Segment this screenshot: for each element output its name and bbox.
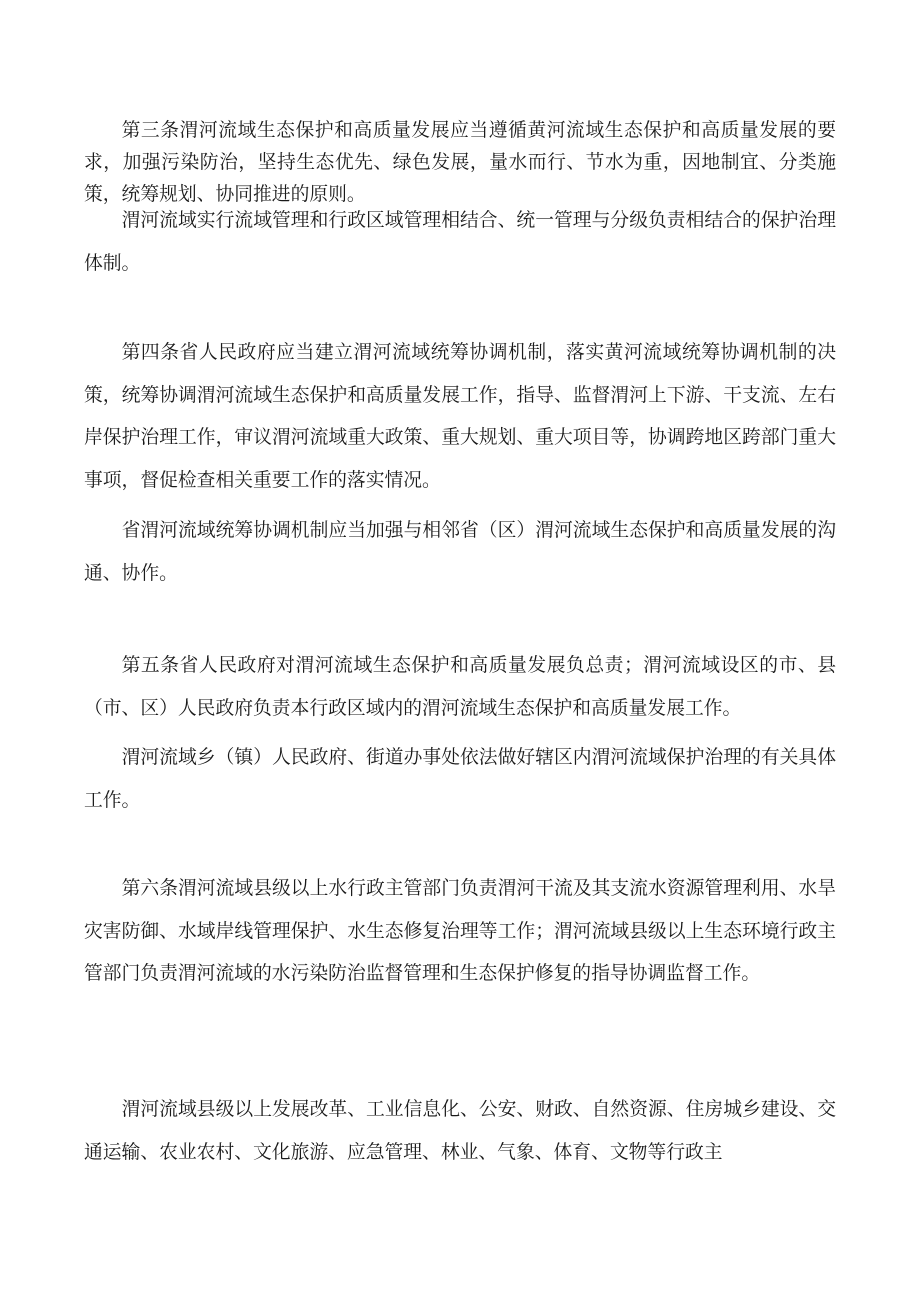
paragraph-township: 渭河流域乡（镇）人民政府、街道办事处依法做好辖区内渭河流域保护治理的有关具体工作。 xyxy=(84,747,836,811)
paragraph-article-4: 第四条省人民政府应当建立渭河流域统筹协调机制，落实黄河流域统筹协调机制的决策，统筹协调渭河流域生态保护和高质量发展工作，指导、监督渭河上下游、干支流、左右岸保护治理工作，审议渭河流域重大政策、重大规划、重大项目等，协调跨地区跨部门重大事项，督促检查相关重要工作的落实情况。 xyxy=(84,342,836,491)
paragraph-article-3: 第三条渭河流域生态保护和高质量发展应当遵循黄河流域生态保护和高质量发展的要求，加强污染防治，坚持生态优先、绿色发展，量水而行、节水为重，因地制宜、分类施策，统筹规划、协同推进的原则。 xyxy=(84,120,836,205)
paragraph-management-system: 渭河流域实行流域管理和行政区域管理相结合、统一管理与分级负责相结合的保护治理体制。 xyxy=(84,210,836,274)
paragraph-coordination: 省渭河流域统筹协调机制应当加强与相邻省（区）渭河流域生态保护和高质量发展的沟通、协作。 xyxy=(84,520,836,584)
paragraph-article-6: 第六条渭河流域县级以上水行政主管部门负责渭河干流及其支流水资源管理利用、水旱灾害防御、水域岸线管理保护、水生态修复治理等工作；渭河流域县级以上生态环境行政主管部门负责渭河流域的水污染防治监督管理和生态保护修复的指导协调监督工作。 xyxy=(84,878,836,984)
paragraph-departments: 渭河流域县级以上发展改革、工业信息化、公安、财政、自然资源、住房城乡建设、交通运输、农业农村、文化旅游、应急管理、林业、气象、体育、文物等行政主 xyxy=(84,1099,836,1163)
paragraph-article-5: 第五条省人民政府对渭河流域生态保护和高质量发展负总责；渭河流域设区的市、县（市、区）人民政府负责本行政区域内的渭河流域生态保护和高质量发展工作。 xyxy=(84,655,836,719)
